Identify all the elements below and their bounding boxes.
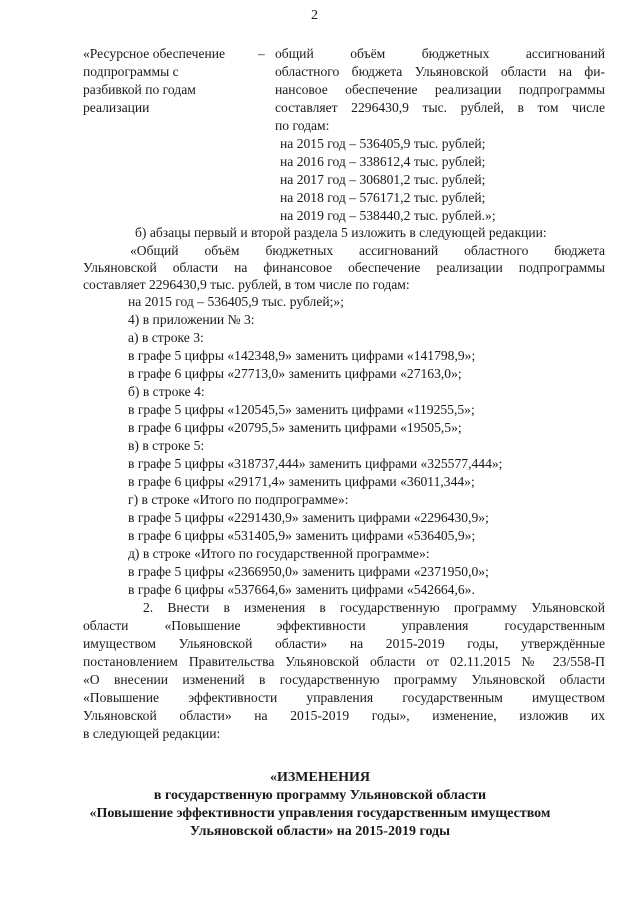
appendix-line: в графе 6 цифры «537664,6» заменить цифрами «542664,6». bbox=[128, 582, 475, 597]
appendix-line: в) в строке 5: bbox=[128, 438, 205, 453]
section-b-para-line: «Общий объём бюджетных ассигнований областного бюджета bbox=[130, 243, 605, 258]
year-amount-line: на 2019 год – 538440,2 тыс. рублей.»; bbox=[280, 208, 496, 223]
appendix-line: д) в строке «Итого по государственной программе»: bbox=[128, 546, 430, 561]
resource-value-line: областного бюджета Ульяновской области на фи- bbox=[275, 64, 605, 79]
item-2-line: «О внесении изменений в государственную программу Ульяновской области bbox=[83, 672, 605, 687]
resource-label-line: реализации bbox=[83, 100, 150, 115]
resource-value-line: по годам: bbox=[275, 118, 330, 133]
appendix-line: в графе 6 цифры «531405,9» заменить цифрами «536405,9»; bbox=[128, 528, 476, 543]
item-2-line: постановлением Правительства Ульяновской области от 02.11.2015 № 23/558-П bbox=[83, 654, 605, 669]
item-2-line: в следующей редакции: bbox=[83, 726, 221, 741]
appendix-line: г) в строке «Итого по подпрограмме»: bbox=[128, 492, 349, 507]
dash-separator: – bbox=[258, 46, 265, 61]
resource-label-line: «Ресурсное обеспечение bbox=[83, 46, 226, 61]
changes-subtitle-line: в государственную программу Ульяновской области bbox=[153, 788, 487, 803]
item-2-line: 2. Внести в изменения в государственную программу Ульяновской bbox=[143, 600, 605, 615]
resource-value-line: нансовое обеспечение реализации подпрограммы bbox=[275, 82, 605, 97]
item-2-line: области «Повышение эффективности управления государственным bbox=[83, 618, 605, 633]
item-2-line: «Повышение эффективности управления государственным имуществом bbox=[83, 690, 605, 705]
appendix-line: б) в строке 4: bbox=[128, 384, 205, 399]
changes-title: «ИЗМЕНЕНИЯ bbox=[270, 770, 370, 785]
appendix-line: в графе 5 цифры «142348,9» заменить цифрами «141798,9»; bbox=[128, 348, 476, 363]
changes-subtitle-line: Ульяновской области» на 2015-2019 годы bbox=[189, 824, 451, 839]
page-number: 2 bbox=[311, 8, 318, 23]
section-b-year-line: на 2015 год – 536405,9 тыс. рублей;»; bbox=[128, 294, 344, 309]
year-amount-line: на 2017 год – 306801,2 тыс. рублей; bbox=[280, 172, 486, 187]
section-b-intro: б) абзацы первый и второй раздела 5 изложить в следующей редакции: bbox=[135, 225, 547, 240]
section-b-para-line: составляет 2296430,9 тыс. рублей, в том числе по годам: bbox=[83, 277, 410, 292]
resource-label-line: разбивкой по годам bbox=[83, 82, 196, 97]
appendix-line: в графе 6 цифры «29171,4» заменить цифрами «36011,344»; bbox=[128, 474, 475, 489]
resource-label-line: подпрограммы с bbox=[83, 64, 179, 79]
appendix-line: в графе 5 цифры «2291430,9» заменить цифрами «2296430,9»; bbox=[128, 510, 489, 525]
appendix-line: в графе 6 цифры «27713,0» заменить цифрами «27163,0»; bbox=[128, 366, 462, 381]
year-amount-line: на 2016 год – 338612,4 тыс. рублей; bbox=[280, 154, 486, 169]
appendix-line: а) в строке 3: bbox=[128, 330, 204, 345]
appendix-line: в графе 5 цифры «2366950,0» заменить цифрами «2371950,0»; bbox=[128, 564, 489, 579]
changes-subtitle-line: «Повышение эффективности управления государственным имуществом bbox=[89, 806, 551, 821]
appendix-line: в графе 5 цифры «318737,444» заменить цифрами «325577,444»; bbox=[128, 456, 503, 471]
year-amount-line: на 2015 год – 536405,9 тыс. рублей; bbox=[280, 136, 486, 151]
item-2-line: Ульяновской области» на 2015-2019 годы», изменение, изложив их bbox=[83, 708, 605, 723]
section-b-para-line: Ульяновской области на финансовое обеспечение реализации подпрограммы bbox=[83, 260, 605, 275]
appendix-line: в графе 6 цифры «20795,5» заменить цифрами «19505,5»; bbox=[128, 420, 462, 435]
appendix-line: 4) в приложении № 3: bbox=[128, 312, 255, 327]
appendix-line: в графе 5 цифры «120545,5» заменить цифрами «119255,5»; bbox=[128, 402, 475, 417]
item-2-line: имуществом Ульяновской области» на 2015-2019 годы, утверждённые bbox=[83, 636, 605, 651]
year-amount-line: на 2018 год – 576171,2 тыс. рублей; bbox=[280, 190, 486, 205]
resource-value-line: общий объём бюджетных ассигнований bbox=[275, 46, 605, 61]
resource-value-line: составляет 2296430,9 тыс. рублей, в том числе bbox=[275, 100, 605, 115]
